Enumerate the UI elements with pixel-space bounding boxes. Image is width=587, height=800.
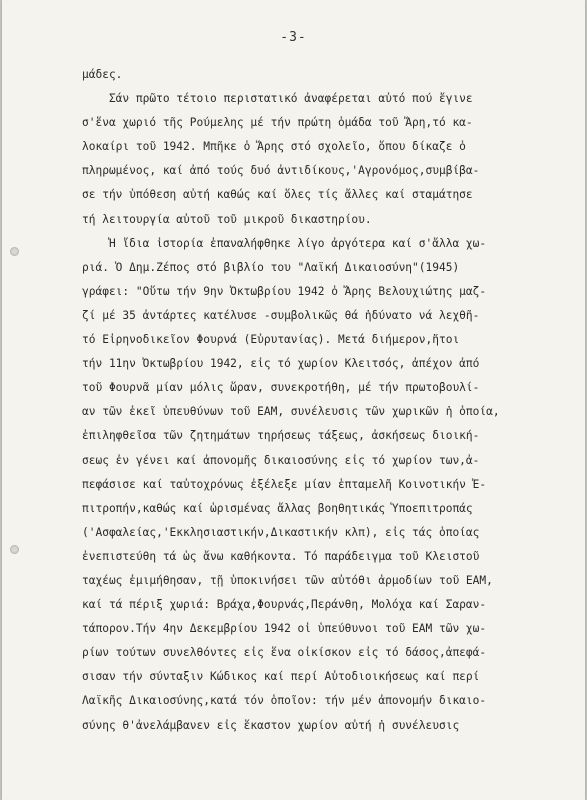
text-line: σύνης θ'ἀνελάμβανεν εἰς ἕκαστον χωρίον αὐτή ἡ συνέλευσις [82, 718, 460, 732]
text-line: ἐνεπιστεύθη τά ὡς ἄνω καθήκοντα. Τό παράδειγμα τοῦ Κλειστοῦ [82, 549, 480, 563]
text-line: σισαν τήν σύνταξιν Κώδικος καί περί Αὐτοδιοικήσεως καί περί [82, 670, 480, 684]
text-line: Σάν πρῶτο τέτοιο περιστατικό ἀναφέρεται αὐτό πού ἔγινε [82, 92, 473, 106]
text-line: μάδες. [82, 68, 123, 81]
text-line: Λαϊκῆς Δικαιοσύνης,κατά τόν ὁποῖον: τήν μέν ἀπονομήν δικαιο- [82, 694, 487, 708]
punch-hole [10, 545, 19, 554]
text-line: καί τά πέριξ χωριά: Βράχα,Φουρνάς,Περάνθη, Μολόχα καί Σαραν- [82, 598, 487, 612]
text-line: τοῦ Φουρνᾶ μίαν μόλις ὥραν, συνεκροτήθη, μέ τήν πρωτοβουλί- [82, 381, 480, 395]
text-line: πεφάσισε καί ταὐτοχρόνως ἐξέλεξε μίαν ἑπταμελῆ Κοινοτικήν Ἐ- [82, 477, 487, 491]
text-line: Ἡ ἴδια ἱστορία ἐπαναλήφθηκε λίγο ἀργότερα καί σ'ἄλλα χω- [82, 236, 487, 250]
page-number: -3- [280, 30, 307, 45]
text-line: πληρωμένος, καί ἀπό τούς δυό ἀντιδίκους,'Αγρονόμος,συμβίβα- [82, 164, 480, 178]
body-text [82, 63, 567, 738]
text-line: πιτροπήν,καθώς καί ὡρισμένας ἄλλας βοηθητικάς Ὑποεπιτροπάς [82, 501, 473, 515]
text-line: τάπορον.Τήν 4ην Δεκεμβρίου 1942 οἱ ὑπεύθυνοι τοῦ ΕΑΜ τῶν χω- [82, 622, 487, 636]
text-line: γράφει: "Οὕτω τήν 9ην Ὀκτωβρίου 1942 ὁ Ἄρης Βελουχιώτης μαζ- [82, 284, 487, 298]
text-line: αν τῶν ἐκεῖ ὑπευθύνων τοῦ ΕΑΜ, συνέλευσις τῶν χωρικῶν ἡ ὁποία, [82, 405, 500, 419]
text-line: τήν 11ην Ὀκτωβρίου 1942, εἰς τό χωρίον Κλειτσός, ἀπέχον ἀπό [82, 357, 480, 371]
text-line: ζί μέ 35 ἀντάρτες κατέλυσε -συμβολικῶς θά ἠδύνατο νά λεχθῆ- [82, 308, 480, 322]
text-line: λοκαίρι τοῦ 1942. Μπῆκε ὁ Ἄρης στό σχολεῖο, ὅπου δίκαζε ὁ [82, 140, 466, 154]
document-page [2, 0, 585, 800]
punch-hole [10, 247, 19, 256]
text-line: ριά. Ὁ Δημ.Ζέπος στό βιβλίο του "Λαϊκή Δικαιοσύνη"(1945) [82, 260, 460, 274]
text-line: τή λειτουργία αὐτοῦ τοῦ μικροῦ δικαστηρίου. [82, 212, 372, 226]
text-line: ταχέως ἐμιμήθησαν, τῇ ὑποκινήσει τῶν αὐτόθι ἁρμοδίων τοῦ ΕΑΜ, [82, 573, 493, 587]
text-line: τό Εἰρηνοδικεῖον Φουρνά (Εὐρυτανίας). Μετά διήμερον,ἤτοι [82, 333, 460, 347]
text-line: ('Ασφαλείας,'Εκκλησιαστικήν,Δικαστικήν κλπ), εἰς τάς ὁποίας [82, 525, 480, 539]
text-line: ἐπιληφθεῖσα τῶν ζητημάτων τηρήσεως τάξεως, ἀσκήσεως διοική- [82, 429, 480, 443]
text-line: σε τήν ὑπόθεση αὐτή καθώς καί ὅλες τίς ἄλλες καί σταμάτησε [82, 188, 473, 202]
text-line: σεως ἐν γένει καί ἀπονομῆς δικαιοσύνης εἰς τό χωρίον των,ἀ- [82, 453, 480, 467]
text-line: σ'ἕνα χωριό τῆς Ρούμελης μέ τήν πρώτη ὁμάδα τοῦ Ἄρη,τό κα- [82, 116, 473, 130]
text-line: ρίων τούτων συνελθόντες εἰς ἕνα οἰκίσκον εἰς τό δάσος,ἀπεφά- [82, 646, 487, 660]
